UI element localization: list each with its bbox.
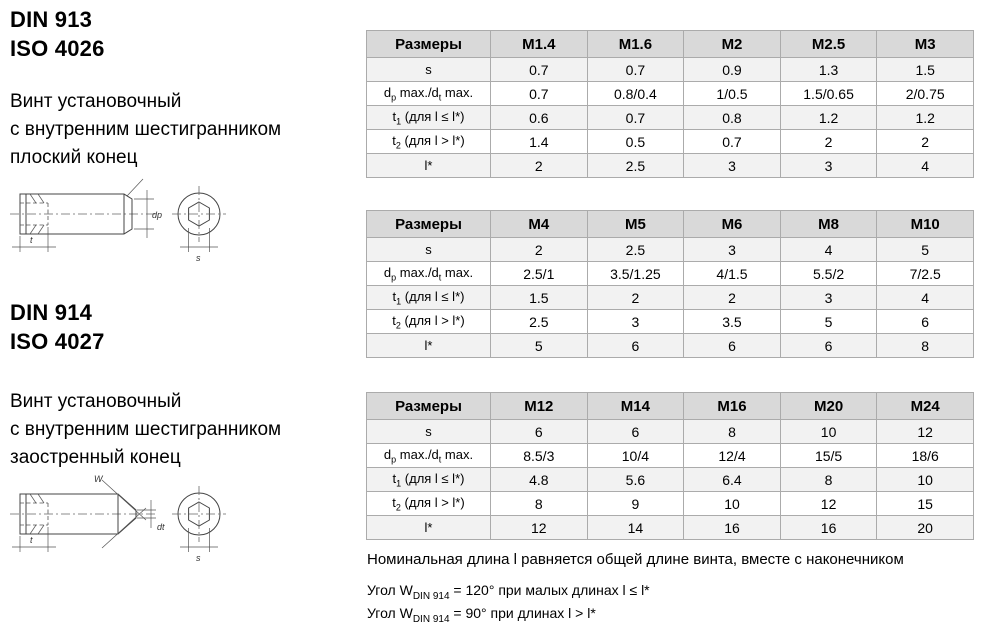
row-label: $d_p$ $\max./d_t$ max. <box>367 262 491 286</box>
spec-table-m12-m24 <box>366 392 974 540</box>
value-cell: 8 <box>684 420 781 444</box>
din914-technical-drawing <box>6 472 241 577</box>
value-cell: 2 <box>587 286 684 310</box>
row-label: l* <box>367 516 491 540</box>
value-cell: 2 <box>684 286 781 310</box>
size-column-header: M6 <box>684 211 781 238</box>
value-cell: 0.5 <box>587 130 684 154</box>
table-row <box>367 130 974 154</box>
value-cell: 12 <box>491 516 588 540</box>
value-cell: 20 <box>877 516 974 540</box>
table-row <box>367 238 974 262</box>
value-cell: 3.5 <box>684 310 781 334</box>
value-cell: 0.7 <box>491 58 588 82</box>
size-column-header: M4 <box>491 211 588 238</box>
din914-description <box>10 388 281 472</box>
value-cell: 4/1.5 <box>684 262 781 286</box>
value-cell: 9 <box>587 492 684 516</box>
subscript: p <box>391 454 397 465</box>
note-angle-90 <box>367 605 596 625</box>
value-cell: 12/4 <box>684 444 781 468</box>
din913-heading-block <box>10 5 105 63</box>
subscript: 1 <box>396 296 402 307</box>
table-row <box>367 106 974 130</box>
value-cell: 15 <box>877 492 974 516</box>
row-label: s <box>367 58 491 82</box>
socket-depth-dim-label: t <box>30 235 33 245</box>
size-column-header: M12 <box>491 393 588 420</box>
spec-table-m1_4-m3-container <box>366 30 974 178</box>
value-cell: 1.4 <box>491 130 588 154</box>
table-row <box>367 154 974 178</box>
value-cell: 1/0.5 <box>684 82 781 106</box>
spec-table-m12-m24-container <box>366 392 974 540</box>
value-cell: 5 <box>877 238 974 262</box>
row-label: l* <box>367 154 491 178</box>
table-row <box>367 310 974 334</box>
subscript: 1 <box>396 478 402 489</box>
value-cell: 1.3 <box>780 58 877 82</box>
value-cell: 8 <box>877 334 974 358</box>
value-cell: 10/4 <box>587 444 684 468</box>
row-label: $t_2$ (для l > l*) <box>367 310 491 334</box>
table-row <box>367 444 974 468</box>
size-column-header: M5 <box>587 211 684 238</box>
value-cell: 8 <box>780 468 877 492</box>
table-row <box>367 286 974 310</box>
table-header-row <box>367 211 974 238</box>
note-text: = 120° при малых длинах l ≤ l* <box>449 582 650 598</box>
value-cell: 8 <box>491 492 588 516</box>
value-cell: 2.5 <box>491 310 588 334</box>
table-row <box>367 262 974 286</box>
subscript: 1 <box>396 116 402 127</box>
description-line: заостренный конец <box>10 447 181 468</box>
subscript: p <box>391 272 397 283</box>
value-cell: 5 <box>780 310 877 334</box>
din913-description <box>10 88 281 172</box>
table-row <box>367 82 974 106</box>
value-cell: 1.5/0.65 <box>780 82 877 106</box>
value-cell: 2.5/1 <box>491 262 588 286</box>
table-row <box>367 492 974 516</box>
value-cell: 6.4 <box>684 468 781 492</box>
flat-point-set-screw-drawing <box>6 172 241 272</box>
subscript: t <box>438 272 442 283</box>
value-cell: 16 <box>780 516 877 540</box>
value-cell: 6 <box>587 420 684 444</box>
description-line: Винт установочный <box>10 391 182 412</box>
size-column-header: M1.4 <box>491 31 588 58</box>
note-angle-120 <box>367 582 650 602</box>
value-cell: 1.2 <box>877 106 974 130</box>
value-cell: 0.9 <box>684 58 781 82</box>
table-row <box>367 334 974 358</box>
value-cell: 0.6 <box>491 106 588 130</box>
value-cell: 3.5/1.25 <box>587 262 684 286</box>
din914-heading-block <box>10 298 105 356</box>
table-row <box>367 468 974 492</box>
value-cell: 0.8 <box>684 106 781 130</box>
table-row <box>367 420 974 444</box>
subscript: p <box>391 92 397 103</box>
value-cell: 2 <box>491 154 588 178</box>
value-cell: 2 <box>780 130 877 154</box>
value-cell: 12 <box>877 420 974 444</box>
row-label: $d_p$ $\max./d_t$ max. <box>367 82 491 106</box>
din-914-subscript: DIN 914 <box>412 613 450 625</box>
across-flats-dim-label: s <box>196 253 201 263</box>
size-column-header: M2 <box>684 31 781 58</box>
value-cell: 3 <box>587 310 684 334</box>
subscript: t <box>438 92 442 103</box>
value-cell: 6 <box>684 334 781 358</box>
table-row <box>367 58 974 82</box>
row-label: l* <box>367 334 491 358</box>
value-cell: 6 <box>780 334 877 358</box>
value-cell: 3 <box>684 238 781 262</box>
value-cell: 5.6 <box>587 468 684 492</box>
value-cell: 2 <box>491 238 588 262</box>
value-cell: 3 <box>684 154 781 178</box>
subscript: t <box>438 454 442 465</box>
note-text: Угол W <box>367 582 413 598</box>
value-cell: 4.8 <box>491 468 588 492</box>
value-cell: 2/0.75 <box>877 82 974 106</box>
value-cell: 0.7 <box>587 58 684 82</box>
standard-din-914: DIN 914 <box>10 300 93 325</box>
value-cell: 3 <box>780 286 877 310</box>
value-cell: 4 <box>877 154 974 178</box>
point-diameter-dim-label: dt <box>157 522 165 532</box>
row-label-column-header: Размеры <box>367 393 491 420</box>
size-column-header: M16 <box>684 393 781 420</box>
value-cell: 10 <box>877 468 974 492</box>
value-cell: 15/5 <box>780 444 877 468</box>
value-cell: 10 <box>780 420 877 444</box>
value-cell: 16 <box>684 516 781 540</box>
value-cell: 2.5 <box>587 154 684 178</box>
across-flats-dim-label: s <box>196 553 201 563</box>
value-cell: 14 <box>587 516 684 540</box>
value-cell: 1.5 <box>877 58 974 82</box>
size-column-header: M3 <box>877 31 974 58</box>
row-label: $t_2$ (для l > l*) <box>367 130 491 154</box>
value-cell: 6 <box>491 420 588 444</box>
cone-angle-dim-label: W <box>94 474 103 484</box>
size-column-header: M8 <box>780 211 877 238</box>
subscript: 2 <box>395 502 401 513</box>
table-header-row <box>367 31 974 58</box>
value-cell: 4 <box>780 238 877 262</box>
value-cell: 1.5 <box>491 286 588 310</box>
value-cell: 6 <box>877 310 974 334</box>
value-cell: 0.7 <box>587 106 684 130</box>
description-line: Винт установочный <box>10 91 182 112</box>
value-cell: 12 <box>780 492 877 516</box>
standard-iso-4027: ISO 4027 <box>10 329 105 354</box>
value-cell: 5 <box>491 334 588 358</box>
din913-technical-drawing <box>6 172 241 277</box>
row-label: $t_2$ (для l > l*) <box>367 492 491 516</box>
spec-table-m4-m10 <box>366 210 974 358</box>
subscript: 2 <box>395 320 401 331</box>
value-cell: 5.5/2 <box>780 262 877 286</box>
size-column-header: M14 <box>587 393 684 420</box>
value-cell: 2.5 <box>587 238 684 262</box>
value-cell: 10 <box>684 492 781 516</box>
subscript: 2 <box>395 140 401 151</box>
value-cell: 7/2.5 <box>877 262 974 286</box>
row-label: $t_1$ (для l ≤ l*) <box>367 468 491 492</box>
row-label: $t_1$ (для l ≤ l*) <box>367 286 491 310</box>
description-line: плоский конец <box>10 147 138 168</box>
value-cell: 18/6 <box>877 444 974 468</box>
size-column-header: M20 <box>780 393 877 420</box>
size-column-header: M1.6 <box>587 31 684 58</box>
note-text: = 90° при длинах l > l* <box>449 605 596 621</box>
size-column-header: M10 <box>877 211 974 238</box>
din-914-subscript: DIN 914 <box>412 590 450 602</box>
point-diameter-dim-label: dp <box>152 210 163 220</box>
value-cell: 6 <box>587 334 684 358</box>
cone-point-set-screw-drawing <box>6 472 241 572</box>
value-cell: 0.7 <box>491 82 588 106</box>
row-label-column-header: Размеры <box>367 211 491 238</box>
value-cell: 2 <box>877 130 974 154</box>
value-cell: 8.5/3 <box>491 444 588 468</box>
row-label: s <box>367 238 491 262</box>
spec-table-m1_4-m3 <box>366 30 974 178</box>
note-text: Угол W <box>367 605 413 621</box>
table-header-row <box>367 393 974 420</box>
row-label-column-header: Размеры <box>367 31 491 58</box>
size-column-header: M24 <box>877 393 974 420</box>
description-line: с внутренним шестигранником <box>10 419 282 440</box>
spec-table-m4-m10-container <box>366 210 974 358</box>
value-cell: 4 <box>877 286 974 310</box>
note-nominal-length: Номинальная длина l равняется общей длине винта, вместе с наконечником <box>367 551 904 568</box>
value-cell: 3 <box>780 154 877 178</box>
row-label: $t_1$ (для l ≤ l*) <box>367 106 491 130</box>
value-cell: 1.2 <box>780 106 877 130</box>
standard-iso-4026: ISO 4026 <box>10 36 105 61</box>
row-label: s <box>367 420 491 444</box>
value-cell: 0.8/0.4 <box>587 82 684 106</box>
description-line: с внутренним шестигранником <box>10 119 282 140</box>
standard-din-913: DIN 913 <box>10 7 93 32</box>
size-column-header: M2.5 <box>780 31 877 58</box>
socket-depth-dim-label: t <box>30 535 33 545</box>
row-label: $d_p$ $\max./d_t$ max. <box>367 444 491 468</box>
table-row <box>367 516 974 540</box>
value-cell: 0.7 <box>684 130 781 154</box>
